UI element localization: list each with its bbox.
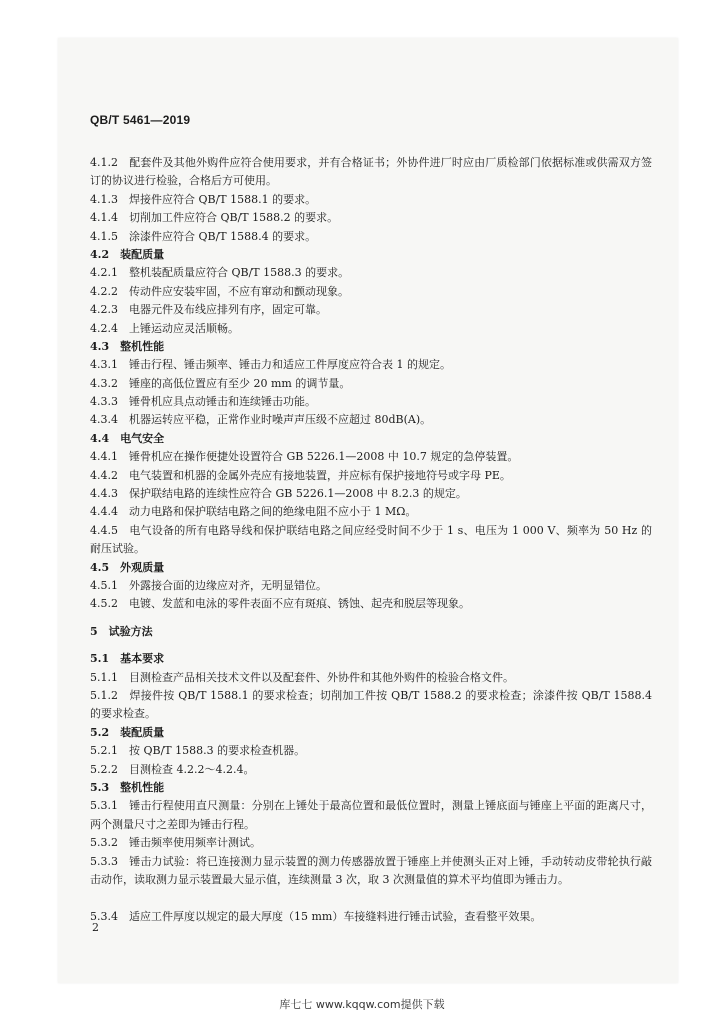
- document-body: [90, 154, 652, 926]
- clause-4-1-5: 4.1.5 涂漆件应符合 QB/T 1588.4 的要求。: [90, 229, 317, 243]
- clause-5-1-1: 5.1.1 目测检查产品相关技术文件以及配套件、外协件和其他外购件的检验合格文件。: [90, 670, 514, 684]
- clause-4-3-3: 4.3.3 锤骨机应具点动锤击和连续锤击功能。: [90, 395, 316, 409]
- clause-4-3-4: 4.3.4 机器运转应平稳，正常作业时噪声声压级不应超过 80dB(A)。: [90, 413, 432, 427]
- clause-5-2-1: 5.2.1 按 QB/T 1588.3 的要求检查机器。: [90, 744, 306, 758]
- clause-5-2-2: 5.2.2 目测检查 4.2.2～4.2.4。: [90, 762, 255, 776]
- standard-number-header: QB/T 5461—2019: [90, 113, 191, 127]
- section-heading-4-3: 4.3 整机性能: [90, 339, 165, 353]
- section-heading-5-3: 5.3 整机性能: [90, 780, 165, 794]
- clause-5-3-3: 5.3.3 锤击力试验：将已连接测力显示装置的测力传感器放置于锤座上并使测头正对上锤，手动转动皮带轮执行敲击动作，读取测力显示装置最大显示值，连续测量 3 次，取 3 次测量值的算术平均值即为锤击力。: [90, 854, 652, 886]
- clause-5-1-2: 5.1.2 焊接件按 QB/T 1588.1 的要求检查；切削加工件按 QB/T 1588.2 的要求检查；涂漆件按 QB/T 1588.4 的要求检查。: [90, 688, 652, 721]
- page-number: 2: [92, 921, 99, 934]
- section-heading-4-2: 4.2 装配质量: [90, 247, 165, 261]
- clause-4-1-2: 4.1.2 配套件及其他外购件应符合使用要求，并有合格证书；外协件进厂时应由厂质检部门依据标准或供需双方签订的协议进行检验，合格后方可使用。: [90, 156, 652, 188]
- clause-4-2-4: 4.2.4 上锤运动应灵活顺畅。: [90, 321, 239, 335]
- clause-4-5-2: 4.5.2 电镀、发蓝和电泳的零件表面不应有斑痕、锈蚀、起壳和脱层等现象。: [90, 597, 470, 611]
- clause-4-5-1: 4.5.1 外露接合面的边缘应对齐，无明显错位。: [90, 579, 327, 593]
- section-heading-5-1: 5.1 基本要求: [90, 652, 165, 666]
- clause-5-3-4: 5.3.4 适应工件厚度以规定的最大厚度（15 mm）车接缝料进行锤击试验，查看整平效果。: [90, 909, 542, 923]
- clause-4-4-1: 4.4.1 锤骨机应在操作便捷处设置符合 GB 5226.1—2008 中 10.7 规定的急停装置。: [90, 450, 519, 464]
- clause-4-1-3: 4.1.3 焊接件应符合 QB/T 1588.1 的要求。: [90, 192, 317, 206]
- section-heading-4-5: 4.5 外观质量: [90, 560, 165, 574]
- clause-4-3-1: 4.3.1 锤击行程、锤击频率、锤击力和适应工件厚度应符合表 1 的规定。: [90, 358, 451, 372]
- clause-4-2-1: 4.2.1 整机装配质量应符合 QB/T 1588.3 的要求。: [90, 266, 350, 280]
- download-source-footer: 库七七 www.kqqw.com提供下载: [279, 998, 445, 1011]
- clause-4-2-2: 4.2.2 传动件应安装牢固，不应有窜动和颤动现象。: [90, 284, 349, 298]
- clause-4-3-2: 4.3.2 锤座的高低位置应有至少 20 mm 的调节量。: [90, 376, 351, 390]
- clause-5-3-2: 5.3.2 锤击频率使用频率计测试。: [90, 836, 261, 850]
- clause-5-3-1: 5.3.1 锤击行程使用直尺测量：分别在上锤处于最高位置和最低位置时，测量上锤底面与锤座上平面的距离尺寸，两个测量尺寸之差即为锤击行程。: [90, 799, 652, 831]
- clause-4-4-3: 4.4.3 保护联结电路的连续性应符合 GB 5226.1—2008 中 8.2.3 的规定。: [90, 487, 467, 501]
- clause-4-1-4: 4.1.4 切削加工件应符合 QB/T 1588.2 的要求。: [90, 211, 339, 225]
- clause-4-4-5: 4.4.5 电气设备的所有电路导线和保护联结电路之间应经受时间不少于 1 s、电压为 1 000 V、频率为 50 Hz 的耐压试验。: [90, 523, 652, 556]
- clause-4-2-3: 4.2.3 电器元件及布线应排列有序，固定可靠。: [90, 303, 327, 317]
- section-heading-4-4: 4.4 电气安全: [90, 431, 165, 445]
- clause-4-4-4: 4.4.4 动力电路和保护联结电路之间的绝缘电阻不应小于 1 MΩ。: [90, 505, 417, 519]
- chapter-heading-5: 5 试验方法: [90, 624, 153, 638]
- section-heading-5-2: 5.2 装配质量: [90, 725, 165, 739]
- clause-4-4-2: 4.4.2 电气装置和机器的金属外壳应有接地装置，并应标有保护接地符号或字母 PE。: [90, 468, 511, 482]
